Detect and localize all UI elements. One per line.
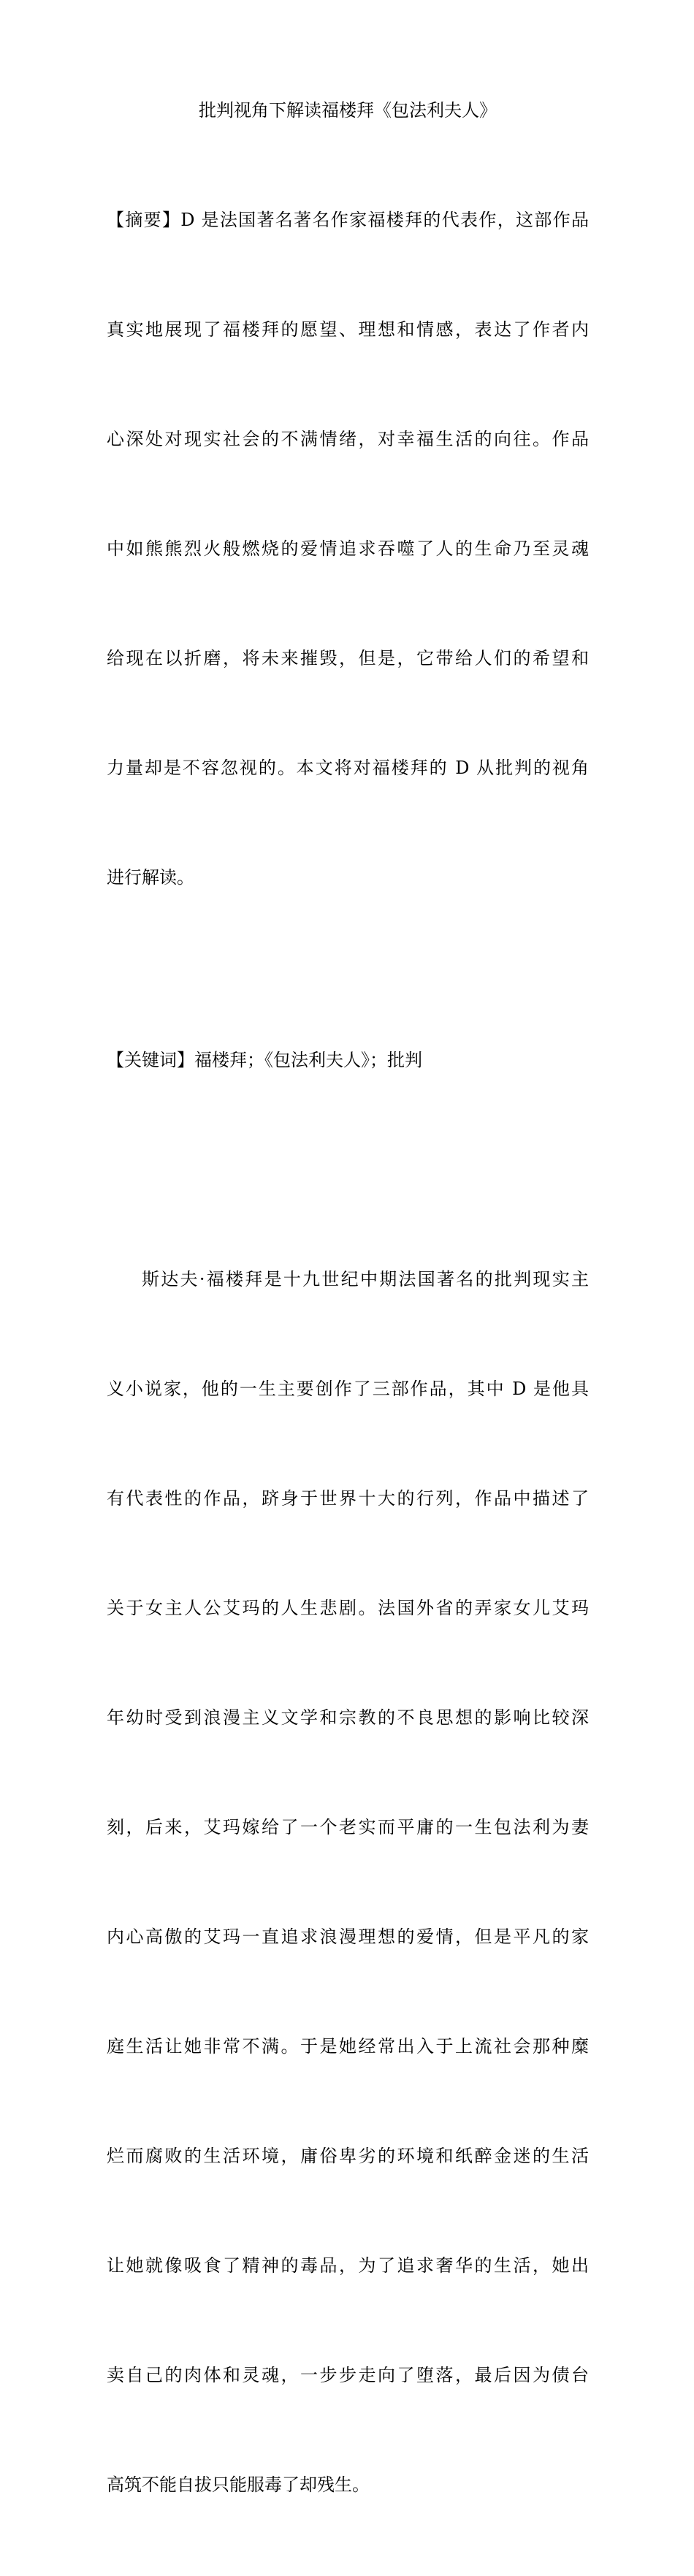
body-line: 烂而腐败的生活环境，庸俗卑劣的环境和纸醉金迷的生活 (107, 2146, 589, 2166)
body-line: 刻，后来，艾玛嫁给了一个老实而平庸的一生包法利为妻 (107, 1817, 589, 1837)
document-page (107, 92, 589, 2576)
body-line: 让她就像吸食了精神的毒品，为了追求奢华的生活，她出 (107, 2255, 589, 2276)
body-line: 内心高傲的艾玛一直追求浪漫理想的爱情，但是平凡的家 (107, 1927, 589, 1947)
body-line: 关于女主人公艾玛的人生悲剧。法国外省的弄家女儿艾玛 (107, 1598, 589, 1618)
keywords-paragraph (107, 969, 589, 1151)
body-line: 庭生活让她非常不满。于是她经常出入于上流社会那种糜 (107, 2036, 589, 2057)
abstract-line: 【摘要】D 是法国著名著名作家福楼拜的代表作，这部作品 (107, 210, 589, 230)
body-paragraph (107, 1188, 589, 2576)
body-line: 卖自己的肉体和灵魂，一步步走向了堕落，最后因为债台 (107, 2365, 589, 2385)
body-line: 斯达夫·福楼拜是十九世纪中期法国著名的批判现实主 (142, 1269, 589, 1289)
body-line: 义小说家，他的一生主要创作了三部作品，其中 D 是他具 (107, 1379, 589, 1399)
abstract-line: 心深处对现实社会的不满情绪，对幸福生活的向往。作品 (107, 429, 589, 449)
abstract-paragraph (107, 129, 589, 969)
document-title: 批判视角下解读福楼拜《包法利夫人》 (199, 100, 497, 121)
abstract-line: 给现在以折磨，将未来摧毁，但是，它带给人们的希望和 (107, 648, 589, 668)
body-line: 有代表性的作品，跻身于世界十大的行列，作品中描述了 (107, 1488, 589, 1509)
body-line: 年幼时受到浪漫主义文学和宗教的不良思想的影响比较深 (107, 1707, 589, 1728)
abstract-line: 力量却是不容忽视的。本文将对福楼拜的 D 从批判的视角 (107, 758, 589, 778)
paragraph-spacer (107, 1151, 589, 1188)
abstract-line: 中如熊熊烈火般燃烧的爱情追求吞噬了人的生命乃至灵魂 (107, 538, 589, 559)
abstract-line: 真实地展现了福楼拜的愿望、理想和情感，表达了作者内 (107, 319, 589, 340)
abstract-line: 进行解读。 (107, 867, 194, 888)
keywords-line: 【关键词】福楼拜；《包法利夫人》；批判 (107, 1050, 422, 1070)
body-line: 高筑不能自拔只能服毒了却残生。 (107, 2474, 370, 2495)
